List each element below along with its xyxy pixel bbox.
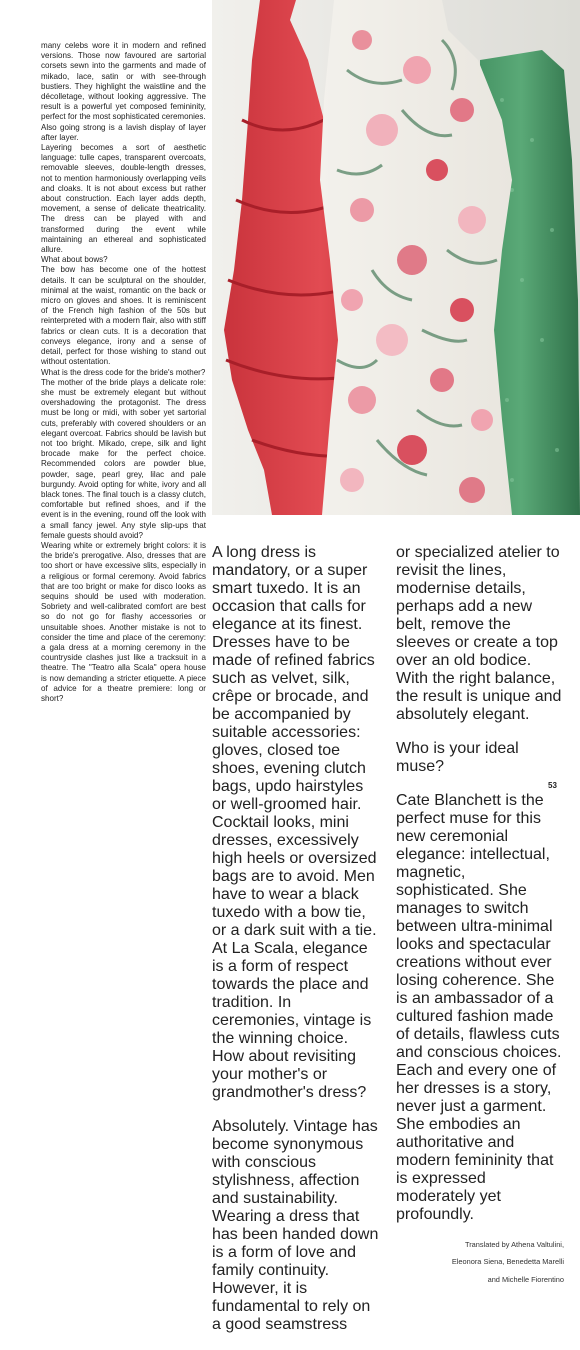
- translation-credits: [396, 1240, 564, 1285]
- article-middle-column: [212, 528, 381, 1350]
- credit-line: Translated by Athena Valtulini,: [464, 1240, 564, 1249]
- paragraph: Also going strong is a lavish display of layer after layer.: [41, 122, 206, 142]
- paragraph: The bow has become one of the hottest details. It can be sculptural on the shoulder, minimal at the waist, romantic on the back or micro on gloves and shoes. It is reminiscent of the French high fashion of the 50s but reinterpreted with a modern flair, also with stiff fabrics or clean cuts. It is a decoration that conveys elegance, irony and a sense of detail, perfect for those wishing to stand out without ostentation.: [41, 265, 206, 367]
- paragraph: or specialized atelier to revisit the lines, modernise details, perhaps add a new belt, remove the sleeves or create a top over an old bodice. With the right balance, the result is unique and absolutely elegant.: [396, 544, 562, 723]
- page-number: 53: [548, 781, 557, 790]
- paragraph: Cate Blanchett is the perfect muse for this new ceremonial elegance: intellectual, magnetic, sophisticated. She manages to switch between ultra-minimal looks and spectacular creations without ever losing coherence. She is an ambassador of a cultured fashion made of details, flawless cuts and conscious choices. Each and every one of her dresses is a story, never just a garment. She embodies an authoritative and modern femininity that is expressed moderately yet profoundly.: [396, 792, 562, 1223]
- paragraph: The mother of the bride plays a delicate role: she must be extremely elegant but without overshadowing the protagonist. The dress must be long or midi, with sober yet sartorial cuts, preferably with covered shoulders or an elegant overcoat. Fabrics should be lavish but not too bright. Mikado, crepe, silk and light brocade make for the perfect choice. Recommended colors are powder blue, powder, sage, pearl grey, lilac and pale burgundy. Avoid opting for white, ivory and all black tones. The final touch is a classy clutch, comfortable but refined shoes, and if the event is in the evening, round off the look with a small fancy jewel. Any style slip-ups that female guests should avoid?: [41, 377, 206, 540]
- paragraph: Wearing white or extremely bright colors: it is the bride's prerogative. Also, dresses that are too short or have excessive slits, especially in a religious or formal ceremony. Avoid fabrics that are too bright or make for disco looks as sequins should be used with moderation. Sobriety and well-calibrated comfort are best so do not go for flashy accessories or unsuitable shoes. Another mistake is not to consider the time and place of the ceremony: a gala dress at a morning ceremony in the countryside clashes just like a tracksuit in a theatre. The "Teatro alla Scala" opera house is now demanding a stricter etiquette. A piece of advice for a theatre premiere: long or short?: [41, 540, 206, 703]
- paragraph: Layering becomes a sort of aesthetic language: tulle capes, transparent overcoats, removable sleeves, double-length dresses, not to mention harmoniously overlapping veils and cloaks. It is not about excess but rather about construction. Each layer adds depth, movement, a sense of delicate theatricality. The dress can be played with and transformed during the event while maintaining an ethereal and sophisticated allure.: [41, 143, 206, 255]
- credit-line: Eleonora Siena, Benedetta Marelli: [451, 1257, 564, 1267]
- fashion-photo: [212, 0, 580, 515]
- paragraph: Absolutely. Vintage has become synonymous with conscious stylishness, affection and sustainability. Wearing a dress that has been handed down is a form of love and family continuity. However, it is fundamental to rely on a good seamstress: [212, 1118, 379, 1333]
- question: Who is your ideal muse?: [396, 740, 519, 775]
- question: What is the dress code for the bride's mother?: [41, 367, 206, 377]
- article-left-column: [41, 41, 206, 704]
- paragraph: many celebs wore it in modern and refined versions. Those now favoured are sartorial corsets sewn into the garments and made of mikado, lace, satin or with see-through bustiers. They highlight the waistline and the décolletage, without looking aggressive. The result is a powerful yet composed femininity, perfect for the most sophisticated ceremonies.: [41, 41, 206, 122]
- credit-line: and Michelle Fiorentino: [487, 1274, 564, 1284]
- paragraph: A long dress is mandatory, or a super smart tuxedo. It is an occasion that calls for elegance at its finest. Dresses have to be made of refined fabrics such as velvet, silk, crêpe or brocade, and be accompanied by suitable accessories: gloves, closed toe shoes, evening clutch bags, updo hairstyles or well-groomed hair. Cocktail looks, mini dresses, excessively high heels or oversized bags are to avoid. Men have to wear a black tuxedo with a bow tie, or a dark suit with a tie. At La Scala, elegance is a form of respect towards the place and tradition. In ceremonies, vintage is the winning choice. How about revisiting your mother's or grandmother's dress?: [212, 544, 377, 1101]
- article-right-column: [396, 528, 564, 1292]
- question: What about bows?: [41, 255, 108, 265]
